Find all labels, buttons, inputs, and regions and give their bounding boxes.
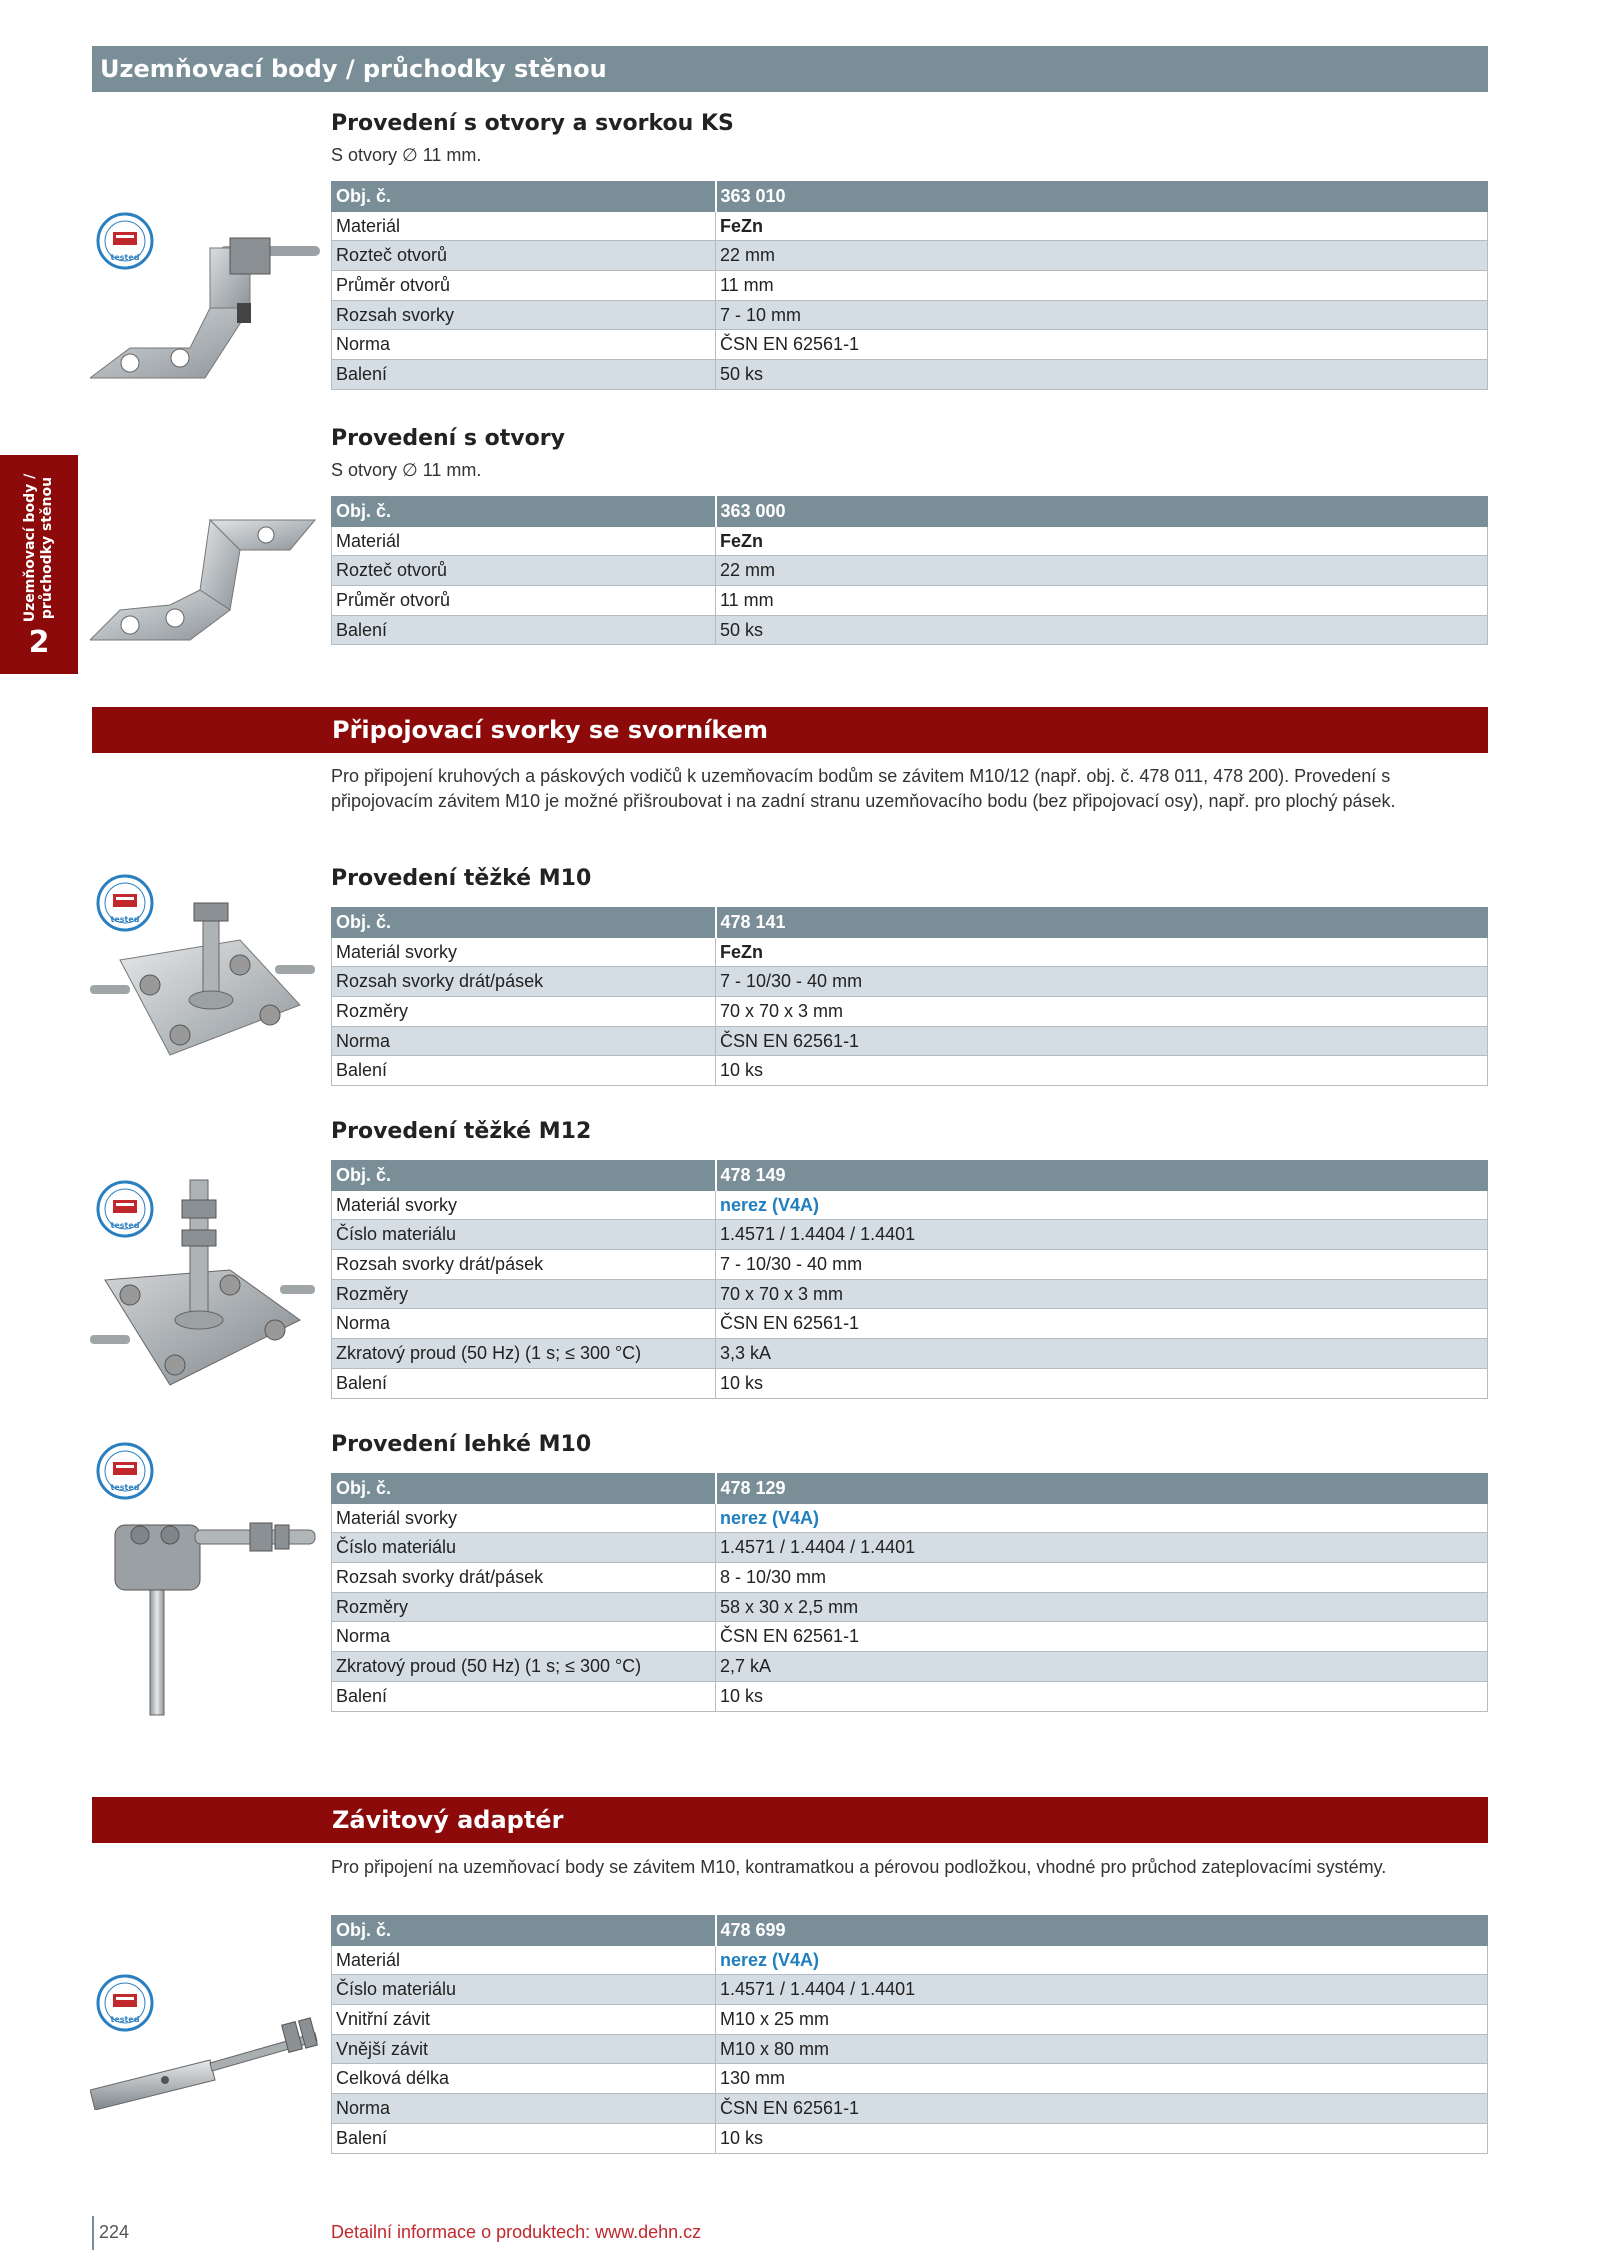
- spec-value: nerez (V4A): [716, 1503, 1488, 1533]
- table-row: [332, 586, 1488, 616]
- chapter-number: 2: [28, 625, 50, 660]
- spec-value: ČSN EN 62561-1: [716, 1309, 1488, 1339]
- table-row: [332, 1220, 1488, 1250]
- chapter-side-tab[interactable]: [0, 455, 78, 674]
- spec-label: Rozměry: [332, 1279, 716, 1309]
- badge-label: tested: [110, 915, 140, 924]
- spec-label: Rozsah svorky drát/pásek: [332, 967, 716, 997]
- table-header-row: [332, 497, 1488, 527]
- spec-value: 363 010: [716, 182, 1488, 212]
- badge-label: tested: [110, 1221, 140, 1230]
- spec-label: Materiál svorky: [332, 937, 716, 967]
- spec-value: 70 x 70 x 3 mm: [716, 1279, 1488, 1309]
- spec-label: Rozsah svorky drát/pásek: [332, 1563, 716, 1593]
- spec-value: 10 ks: [716, 1681, 1488, 1711]
- product-title-m12: Provedení těžké M12: [331, 1119, 592, 1144]
- table-header-row: [332, 1161, 1488, 1191]
- table-row: [332, 271, 1488, 301]
- side-tab-line1: Uzemňovací body /: [22, 473, 38, 623]
- table-row: [332, 1563, 1488, 1593]
- spec-label: Obj. č.: [332, 497, 716, 527]
- table-row: [332, 1279, 1488, 1309]
- spec-label: Vnější závit: [332, 2034, 716, 2064]
- spec-value: 70 x 70 x 3 mm: [716, 997, 1488, 1027]
- spec-label: Zkratový proud (50 Hz) (1 s; ≤ 300 °C): [332, 1339, 716, 1369]
- spec-value: 10 ks: [716, 1056, 1488, 1086]
- spec-value: 363 000: [716, 497, 1488, 527]
- spec-table-ks: [331, 181, 1488, 390]
- product-sub-ks: S otvory ∅ 11 mm.: [331, 145, 482, 165]
- spec-value: 10 ks: [716, 1368, 1488, 1398]
- spec-label: Norma: [332, 1309, 716, 1339]
- spec-value: 1.4571 / 1.4404 / 1.4401: [716, 1975, 1488, 2005]
- spec-label: Číslo materiálu: [332, 1220, 716, 1250]
- spec-label: Materiál svorky: [332, 1503, 716, 1533]
- product-title-lehke: Provedení lehké M10: [331, 1432, 592, 1457]
- spec-value: nerez (V4A): [716, 1945, 1488, 1975]
- spec-label: Obj. č.: [332, 908, 716, 938]
- spec-label: Obj. č.: [332, 182, 716, 212]
- product-image-adapter: [90, 2005, 320, 2110]
- table-row: [332, 211, 1488, 241]
- footer-link[interactable]: Detailní informace o produktech: www.dehn.cz: [331, 2222, 702, 2242]
- spec-value: 478 141: [716, 908, 1488, 938]
- product-title-ks: Provedení s otvory a svorkou KS: [331, 111, 734, 136]
- spec-label: Rozsah svorky: [332, 300, 716, 330]
- product-sub-otvory: S otvory ∅ 11 mm.: [331, 460, 482, 480]
- spec-value: 3,3 kA: [716, 1339, 1488, 1369]
- tested-badge-icon: [96, 1442, 154, 1500]
- table-row: [332, 2064, 1488, 2094]
- spec-value: 1.4571 / 1.4404 / 1.4401: [716, 1533, 1488, 1563]
- spec-value: 2,7 kA: [716, 1652, 1488, 1682]
- spec-value: 7 - 10/30 - 40 mm: [716, 967, 1488, 997]
- spec-label: Materiál svorky: [332, 1190, 716, 1220]
- spec-label: Materiál: [332, 1945, 716, 1975]
- spec-label: Rozteč otvorů: [332, 556, 716, 586]
- spec-table-otvory: [331, 496, 1488, 645]
- spec-value: 10 ks: [716, 2123, 1488, 2153]
- table-row: [332, 2034, 1488, 2064]
- spec-label: Zkratový proud (50 Hz) (1 s; ≤ 300 °C): [332, 1652, 716, 1682]
- spec-value: M10 x 25 mm: [716, 2005, 1488, 2035]
- spec-label: Balení: [332, 2123, 716, 2153]
- table-row: [332, 1339, 1488, 1369]
- table-row: [332, 967, 1488, 997]
- table-row: [332, 2005, 1488, 2035]
- spec-value: 478 149: [716, 1161, 1488, 1191]
- spec-label: Obj. č.: [332, 1161, 716, 1191]
- table-row: [332, 1622, 1488, 1652]
- spec-value: ČSN EN 62561-1: [716, 2094, 1488, 2124]
- spec-value: 478 699: [716, 1916, 1488, 1946]
- table-row: [332, 1533, 1488, 1563]
- spec-table-m12: [331, 1160, 1488, 1399]
- spec-value: 7 - 10 mm: [716, 300, 1488, 330]
- spec-value: 478 129: [716, 1474, 1488, 1504]
- spec-label: Materiál: [332, 526, 716, 556]
- spec-label: Rozměry: [332, 1592, 716, 1622]
- spec-label: Norma: [332, 1622, 716, 1652]
- spec-table-lehke: [331, 1473, 1488, 1712]
- spec-value: 11 mm: [716, 586, 1488, 616]
- table-row: [332, 526, 1488, 556]
- spec-label: Rozměry: [332, 997, 716, 1027]
- spec-label: Balení: [332, 1368, 716, 1398]
- spec-table-m10: [331, 907, 1488, 1086]
- table-row: [332, 2094, 1488, 2124]
- spec-label: Průměr otvorů: [332, 586, 716, 616]
- table-row: [332, 1592, 1488, 1622]
- table-row: [332, 1975, 1488, 2005]
- spec-value: nerez (V4A): [716, 1190, 1488, 1220]
- badge-label: tested: [110, 2015, 140, 2024]
- spec-label: Obj. č.: [332, 1474, 716, 1504]
- badge-label: tested: [110, 253, 140, 262]
- spec-value: 8 - 10/30 mm: [716, 1563, 1488, 1593]
- table-row: [332, 360, 1488, 390]
- table-row: [332, 1056, 1488, 1086]
- product-title-otvory: Provedení s otvory: [331, 426, 565, 451]
- spec-value: 11 mm: [716, 271, 1488, 301]
- spec-value: FeZn: [716, 526, 1488, 556]
- spec-label: Materiál: [332, 211, 716, 241]
- table-row: [332, 1368, 1488, 1398]
- table-row: [332, 1250, 1488, 1280]
- spec-label: Číslo materiálu: [332, 1533, 716, 1563]
- table-row: [332, 1026, 1488, 1056]
- table-row: [332, 556, 1488, 586]
- spec-value: 58 x 30 x 2,5 mm: [716, 1592, 1488, 1622]
- footer-divider: [92, 2216, 94, 2250]
- spec-label: Vnitřní závit: [332, 2005, 716, 2035]
- product-image-m10: [90, 885, 320, 1090]
- table-row: [332, 1503, 1488, 1533]
- table-row: [332, 330, 1488, 360]
- product-image-lehke: [95, 1495, 320, 1720]
- table-header-row: [332, 1916, 1488, 1946]
- spec-label: Rozteč otvorů: [332, 241, 716, 271]
- table-row: [332, 300, 1488, 330]
- table-row: [332, 2123, 1488, 2153]
- spec-value: 7 - 10/30 - 40 mm: [716, 1250, 1488, 1280]
- product-image-otvory: [90, 500, 320, 650]
- badge-label: tested: [110, 1483, 140, 1492]
- table-row: [332, 615, 1488, 645]
- spec-label: Rozsah svorky drát/pásek: [332, 1250, 716, 1280]
- spec-value: FeZn: [716, 211, 1488, 241]
- product-image-ks: [90, 218, 320, 388]
- table-header-row: [332, 908, 1488, 938]
- spec-label: Balení: [332, 615, 716, 645]
- spec-value: 22 mm: [716, 241, 1488, 271]
- table-row: [332, 937, 1488, 967]
- table-row: [332, 1652, 1488, 1682]
- spec-label: Norma: [332, 2094, 716, 2124]
- section-band-svorky: Připojovací svorky se svorníkem: [92, 707, 1488, 753]
- section-band-adapter: Závitový adaptér: [92, 1797, 1488, 1843]
- section-header-band: Uzemňovací body / průchodky stěnou: [92, 46, 1488, 92]
- spec-value: M10 x 80 mm: [716, 2034, 1488, 2064]
- table-header-row: [332, 182, 1488, 212]
- table-row: [332, 1945, 1488, 1975]
- spec-label: Balení: [332, 1056, 716, 1086]
- table-row: [332, 1190, 1488, 1220]
- spec-label: Obj. č.: [332, 1916, 716, 1946]
- table-row: [332, 241, 1488, 271]
- table-row: [332, 997, 1488, 1027]
- spec-value: 130 mm: [716, 2064, 1488, 2094]
- spec-label: Norma: [332, 1026, 716, 1056]
- spec-value: 50 ks: [716, 360, 1488, 390]
- spec-value: ČSN EN 62561-1: [716, 330, 1488, 360]
- table-row: [332, 1681, 1488, 1711]
- page-number: 224: [99, 2222, 130, 2242]
- spec-label: Číslo materiálu: [332, 1975, 716, 2005]
- spec-value: ČSN EN 62561-1: [716, 1026, 1488, 1056]
- section-desc-adapter: Pro připojení na uzemňovací body se závitem M10, kontramatkou a pérovou podložkou, vhodné pro průchod zateplovacími systémy.: [331, 1857, 1387, 1877]
- spec-label: Balení: [332, 1681, 716, 1711]
- spec-label: Balení: [332, 360, 716, 390]
- spec-value: FeZn: [716, 937, 1488, 967]
- spec-value: 22 mm: [716, 556, 1488, 586]
- spec-label: Průměr otvorů: [332, 271, 716, 301]
- section-desc-svorky: Pro připojení kruhových a páskových vodičů k uzemňovacím bodům se závitem M10/12 (např. obj. č. 478 011, 478 200). Provedení s připojovacím závitem M10 je možné přišroubovat i na zadní stranu uzemňovacího bodu (bez připojovací osy), např. pro plochý pásek.: [331, 766, 1396, 811]
- product-image-m12: [90, 1160, 320, 1400]
- spec-value: ČSN EN 62561-1: [716, 1622, 1488, 1652]
- spec-label: Norma: [332, 330, 716, 360]
- spec-value: 50 ks: [716, 615, 1488, 645]
- table-row: [332, 1309, 1488, 1339]
- product-title-m10: Provedení těžké M10: [331, 866, 592, 891]
- spec-label: Celková délka: [332, 2064, 716, 2094]
- spec-value: 1.4571 / 1.4404 / 1.4401: [716, 1220, 1488, 1250]
- table-header-row: [332, 1474, 1488, 1504]
- spec-table-adapter: [331, 1915, 1488, 2154]
- side-tab-line2: průchodky stěnou: [39, 476, 55, 620]
